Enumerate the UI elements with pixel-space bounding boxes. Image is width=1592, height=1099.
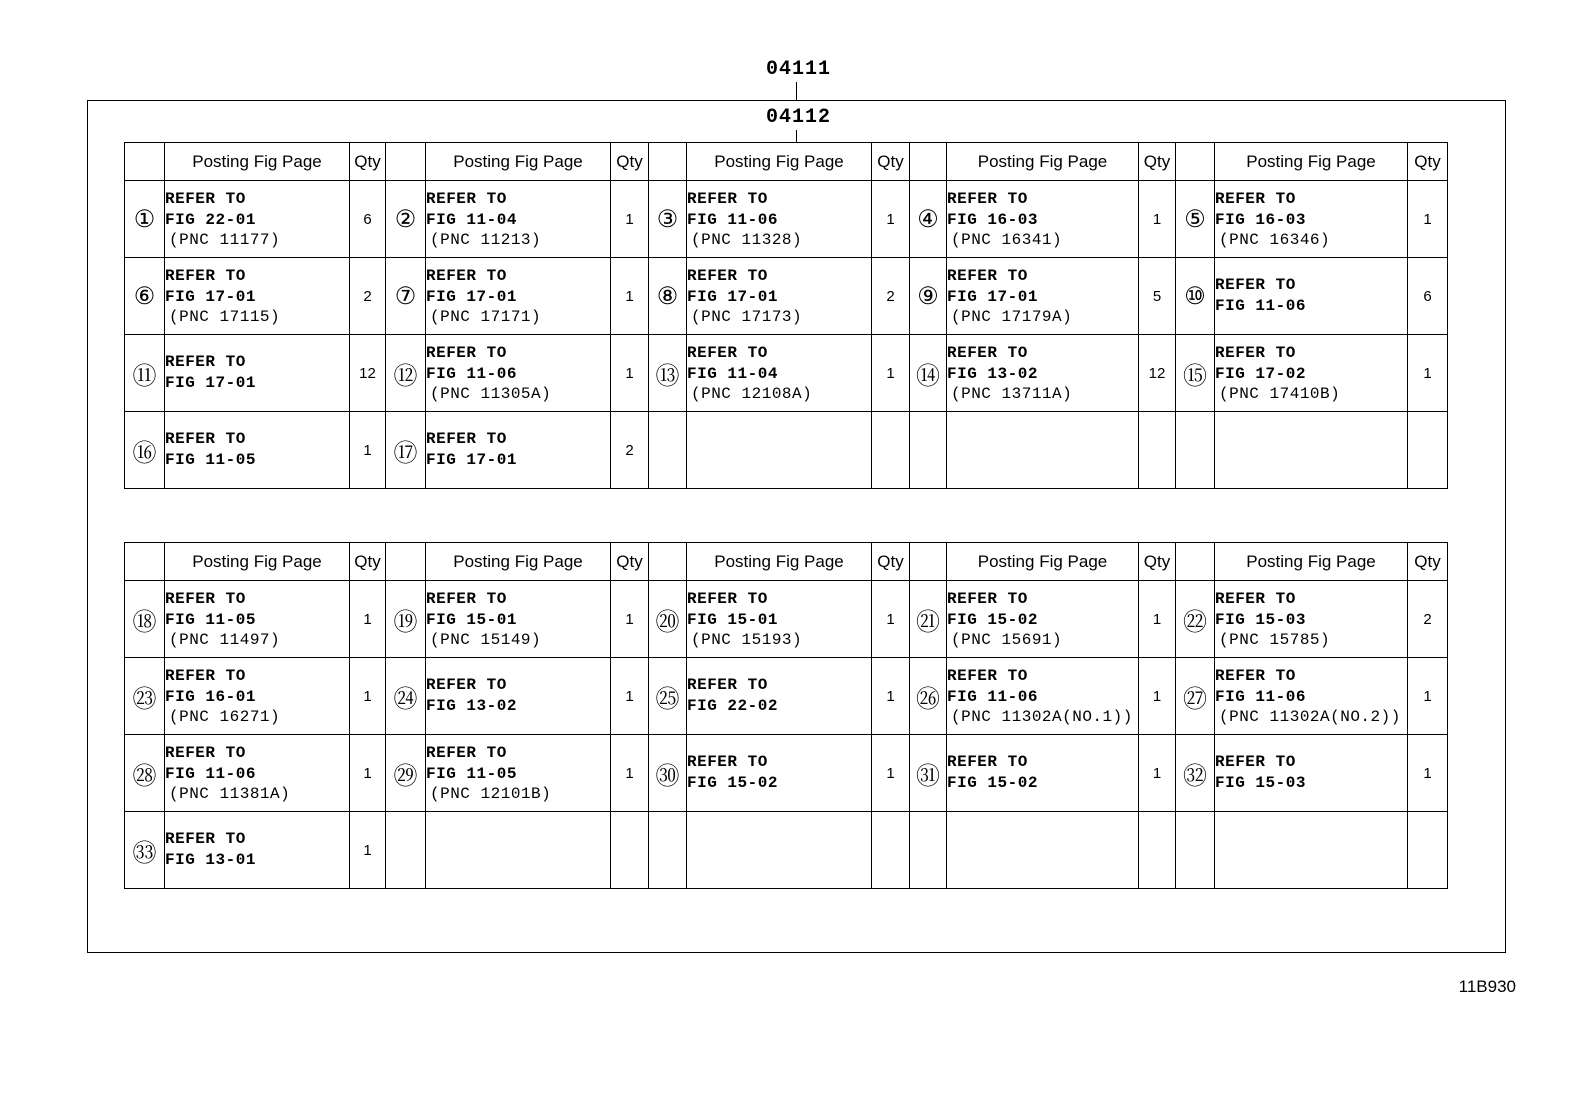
pnc-reference: (PNC 11381A) bbox=[169, 784, 291, 803]
reference-cell bbox=[426, 335, 611, 412]
item-number bbox=[649, 412, 687, 489]
pnc-reference: (PNC 17410B) bbox=[1219, 384, 1341, 403]
pnc-reference: (PNC 17171) bbox=[430, 307, 542, 326]
refer-to-text: REFER TO bbox=[165, 666, 246, 685]
qty-value: 1 bbox=[1408, 735, 1448, 812]
fig-reference: FIG 11-06 bbox=[687, 210, 778, 229]
header-posting-fig-page: Posting Fig Page bbox=[947, 143, 1139, 181]
reference-cell bbox=[426, 181, 611, 258]
qty-value bbox=[1139, 412, 1176, 489]
header-qty: Qty bbox=[1139, 543, 1176, 581]
qty-value: 2 bbox=[872, 258, 910, 335]
header-qty: Qty bbox=[611, 143, 649, 181]
item-number: ④ bbox=[910, 181, 947, 258]
reference-cell bbox=[165, 181, 350, 258]
item-number: ② bbox=[386, 181, 426, 258]
qty-value: 1 bbox=[350, 735, 386, 812]
reference-cell bbox=[1215, 812, 1408, 889]
qty-value: 1 bbox=[1408, 658, 1448, 735]
pnc-reference: (PNC 15193) bbox=[691, 630, 803, 649]
qty-value: 2 bbox=[611, 412, 649, 489]
refer-to-text: REFER TO bbox=[426, 589, 507, 608]
reference-cell bbox=[687, 258, 872, 335]
outer-part-label: 04111 bbox=[766, 58, 832, 81]
table-row bbox=[125, 735, 1448, 812]
item-number: ㉖ bbox=[910, 658, 947, 735]
reference-table-1 bbox=[124, 142, 1448, 489]
qty-value: 1 bbox=[872, 658, 910, 735]
reference-cell bbox=[947, 658, 1139, 735]
reference-cell bbox=[165, 735, 350, 812]
header-index-cell bbox=[1176, 543, 1215, 581]
fig-reference: FIG 22-01 bbox=[165, 210, 256, 229]
pnc-reference: (PNC 16346) bbox=[1219, 230, 1331, 249]
reference-cell bbox=[947, 412, 1139, 489]
item-number: ⑨ bbox=[910, 258, 947, 335]
reference-cell bbox=[687, 412, 872, 489]
item-number: ⑫ bbox=[386, 335, 426, 412]
fig-reference: FIG 17-01 bbox=[165, 374, 256, 392]
reference-cell bbox=[1215, 581, 1408, 658]
fig-reference: FIG 15-02 bbox=[947, 774, 1038, 792]
header-qty: Qty bbox=[1408, 143, 1448, 181]
qty-value: 6 bbox=[1408, 258, 1448, 335]
header-posting-fig-page: Posting Fig Page bbox=[426, 543, 611, 581]
header-qty: Qty bbox=[872, 543, 910, 581]
item-number bbox=[1176, 412, 1215, 489]
header-qty: Qty bbox=[350, 143, 386, 181]
refer-to-text: REFER TO bbox=[687, 676, 768, 694]
item-number: ① bbox=[125, 181, 165, 258]
table-row bbox=[125, 658, 1448, 735]
reference-cell bbox=[426, 258, 611, 335]
refer-to-text: REFER TO bbox=[947, 589, 1028, 608]
inner-part-label: 04112 bbox=[766, 106, 832, 129]
header-qty: Qty bbox=[872, 143, 910, 181]
qty-value bbox=[1408, 412, 1448, 489]
reference-cell bbox=[1215, 181, 1408, 258]
pnc-reference: (PNC 16271) bbox=[169, 707, 281, 726]
refer-to-text: REFER TO bbox=[1215, 753, 1296, 771]
qty-value: 1 bbox=[350, 812, 386, 889]
fig-reference: FIG 11-06 bbox=[1215, 687, 1306, 706]
pnc-reference: (PNC 11497) bbox=[169, 630, 281, 649]
pnc-reference: (PNC 17173) bbox=[691, 307, 803, 326]
qty-value: 1 bbox=[1408, 335, 1448, 412]
reference-cell bbox=[1215, 658, 1408, 735]
qty-value: 12 bbox=[1139, 335, 1176, 412]
fig-reference: FIG 11-06 bbox=[426, 364, 517, 383]
fig-reference: FIG 11-05 bbox=[165, 451, 256, 469]
item-number: ⑬ bbox=[649, 335, 687, 412]
fig-reference: FIG 16-03 bbox=[947, 210, 1038, 229]
fig-reference: FIG 17-01 bbox=[426, 287, 517, 306]
refer-to-text: REFER TO bbox=[1215, 189, 1296, 208]
refer-to-text: REFER TO bbox=[687, 589, 768, 608]
item-number: ㉝ bbox=[125, 812, 165, 889]
refer-to-text: REFER TO bbox=[426, 430, 507, 448]
qty-value bbox=[611, 812, 649, 889]
pnc-reference: (PNC 11305A) bbox=[430, 384, 552, 403]
fig-reference: FIG 15-02 bbox=[687, 774, 778, 792]
item-number bbox=[386, 812, 426, 889]
refer-to-text: REFER TO bbox=[165, 743, 246, 762]
qty-value: 12 bbox=[350, 335, 386, 412]
qty-value: 1 bbox=[1139, 658, 1176, 735]
item-number: ⑧ bbox=[649, 258, 687, 335]
item-number bbox=[649, 812, 687, 889]
table-row bbox=[125, 181, 1448, 258]
fig-reference: FIG 16-03 bbox=[1215, 210, 1306, 229]
fig-reference: FIG 17-01 bbox=[687, 287, 778, 306]
qty-value: 2 bbox=[350, 258, 386, 335]
fig-reference: FIG 11-06 bbox=[165, 764, 256, 783]
item-number: ⑤ bbox=[1176, 181, 1215, 258]
item-number: ㉚ bbox=[649, 735, 687, 812]
refer-to-text: REFER TO bbox=[1215, 276, 1296, 294]
reference-cell bbox=[426, 812, 611, 889]
item-number: ㉜ bbox=[1176, 735, 1215, 812]
refer-to-text: REFER TO bbox=[947, 266, 1028, 285]
fig-reference: FIG 17-02 bbox=[1215, 364, 1306, 383]
fig-reference: FIG 15-01 bbox=[426, 610, 517, 629]
pnc-reference: (PNC 16341) bbox=[951, 230, 1063, 249]
fig-reference: FIG 15-02 bbox=[947, 610, 1038, 629]
refer-to-text: REFER TO bbox=[687, 189, 768, 208]
item-number: ㉔ bbox=[386, 658, 426, 735]
refer-to-text: REFER TO bbox=[1215, 589, 1296, 608]
reference-cell bbox=[165, 258, 350, 335]
item-number: ㉓ bbox=[125, 658, 165, 735]
pnc-reference: (PNC 17179A) bbox=[951, 307, 1073, 326]
header-index-cell bbox=[649, 543, 687, 581]
fig-reference: FIG 11-04 bbox=[687, 364, 778, 383]
header-posting-fig-page: Posting Fig Page bbox=[687, 543, 872, 581]
pnc-reference: (PNC 11302A(NO.2)) bbox=[1219, 707, 1401, 726]
item-number: ⑳ bbox=[649, 581, 687, 658]
pnc-reference: (PNC 15691) bbox=[951, 630, 1063, 649]
refer-to-text: REFER TO bbox=[687, 343, 768, 362]
qty-value: 1 bbox=[611, 335, 649, 412]
fig-reference: FIG 15-03 bbox=[1215, 610, 1306, 629]
header-qty: Qty bbox=[350, 543, 386, 581]
refer-to-text: REFER TO bbox=[426, 743, 507, 762]
pnc-reference: (PNC 15149) bbox=[430, 630, 542, 649]
qty-value bbox=[872, 812, 910, 889]
reference-cell bbox=[947, 181, 1139, 258]
qty-value: 1 bbox=[611, 735, 649, 812]
header-posting-fig-page: Posting Fig Page bbox=[1215, 143, 1408, 181]
reference-cell bbox=[687, 181, 872, 258]
refer-to-text: REFER TO bbox=[1215, 666, 1296, 685]
refer-to-text: REFER TO bbox=[947, 753, 1028, 771]
reference-cell bbox=[426, 735, 611, 812]
header-index-cell bbox=[125, 543, 165, 581]
header-qty: Qty bbox=[1139, 143, 1176, 181]
table-row bbox=[125, 258, 1448, 335]
pnc-reference: (PNC 17115) bbox=[169, 307, 281, 326]
pnc-reference: (PNC 11328) bbox=[691, 230, 803, 249]
qty-value: 1 bbox=[350, 658, 386, 735]
header-index-cell bbox=[649, 143, 687, 181]
reference-cell bbox=[687, 658, 872, 735]
pnc-reference: (PNC 12101B) bbox=[430, 784, 552, 803]
refer-to-text: REFER TO bbox=[165, 430, 246, 448]
qty-value: 1 bbox=[611, 581, 649, 658]
reference-cell bbox=[687, 335, 872, 412]
table-header-row bbox=[125, 143, 1448, 181]
reference-cell bbox=[165, 581, 350, 658]
reference-cell bbox=[687, 581, 872, 658]
fig-reference: FIG 11-05 bbox=[165, 610, 256, 629]
refer-to-text: REFER TO bbox=[947, 343, 1028, 362]
table-row bbox=[125, 335, 1448, 412]
table-row bbox=[125, 812, 1448, 889]
item-number bbox=[910, 412, 947, 489]
fig-reference: FIG 13-01 bbox=[165, 851, 256, 869]
qty-value: 1 bbox=[611, 181, 649, 258]
refer-to-text: REFER TO bbox=[165, 266, 246, 285]
reference-cell bbox=[687, 735, 872, 812]
pnc-reference: (PNC 11213) bbox=[430, 230, 542, 249]
fig-reference: FIG 16-01 bbox=[165, 687, 256, 706]
qty-value: 1 bbox=[872, 181, 910, 258]
refer-to-text: REFER TO bbox=[947, 666, 1028, 685]
refer-to-text: REFER TO bbox=[426, 266, 507, 285]
item-number: ㉕ bbox=[649, 658, 687, 735]
header-index-cell bbox=[125, 143, 165, 181]
reference-cell bbox=[947, 812, 1139, 889]
item-number: ㉘ bbox=[125, 735, 165, 812]
table-row bbox=[125, 581, 1448, 658]
header-index-cell bbox=[386, 143, 426, 181]
table-header-row bbox=[125, 543, 1448, 581]
fig-reference: FIG 11-04 bbox=[426, 210, 517, 229]
table-row bbox=[125, 412, 1448, 489]
item-number: ㉑ bbox=[910, 581, 947, 658]
item-number: ③ bbox=[649, 181, 687, 258]
reference-cell bbox=[1215, 258, 1408, 335]
header-qty: Qty bbox=[1408, 543, 1448, 581]
reference-cell bbox=[687, 812, 872, 889]
item-number: ⑮ bbox=[1176, 335, 1215, 412]
qty-value: 1 bbox=[1408, 181, 1448, 258]
item-number: ㉗ bbox=[1176, 658, 1215, 735]
qty-value: 1 bbox=[872, 335, 910, 412]
item-number: ㉒ bbox=[1176, 581, 1215, 658]
reference-cell bbox=[426, 412, 611, 489]
pnc-reference: (PNC 11302A(NO.1)) bbox=[951, 707, 1133, 726]
reference-cell bbox=[165, 658, 350, 735]
reference-cell bbox=[947, 258, 1139, 335]
qty-value: 1 bbox=[1139, 181, 1176, 258]
item-number: ⑰ bbox=[386, 412, 426, 489]
reference-cell bbox=[1215, 335, 1408, 412]
header-index-cell bbox=[386, 543, 426, 581]
qty-value: 5 bbox=[1139, 258, 1176, 335]
item-number: ㉛ bbox=[910, 735, 947, 812]
reference-cell bbox=[947, 581, 1139, 658]
fig-reference: FIG 22-02 bbox=[687, 697, 778, 715]
refer-to-text: REFER TO bbox=[165, 589, 246, 608]
fig-reference: FIG 13-02 bbox=[947, 364, 1038, 383]
qty-value bbox=[1139, 812, 1176, 889]
refer-to-text: REFER TO bbox=[687, 753, 768, 771]
qty-value bbox=[1408, 812, 1448, 889]
item-number: ㉙ bbox=[386, 735, 426, 812]
refer-to-text: REFER TO bbox=[426, 343, 507, 362]
refer-to-text: REFER TO bbox=[687, 266, 768, 285]
header-posting-fig-page: Posting Fig Page bbox=[426, 143, 611, 181]
fig-reference: FIG 17-01 bbox=[947, 287, 1038, 306]
reference-cell bbox=[1215, 412, 1408, 489]
refer-to-text: REFER TO bbox=[165, 353, 246, 371]
pnc-reference: (PNC 15785) bbox=[1219, 630, 1331, 649]
pnc-reference: (PNC 11177) bbox=[169, 230, 281, 249]
refer-to-text: REFER TO bbox=[426, 189, 507, 208]
fig-reference: FIG 11-06 bbox=[947, 687, 1038, 706]
header-posting-fig-page: Posting Fig Page bbox=[947, 543, 1139, 581]
reference-cell bbox=[165, 812, 350, 889]
fig-reference: FIG 11-05 bbox=[426, 764, 517, 783]
refer-to-text: REFER TO bbox=[165, 189, 246, 208]
header-index-cell bbox=[910, 143, 947, 181]
reference-table-2 bbox=[124, 542, 1448, 889]
refer-to-text: REFER TO bbox=[426, 676, 507, 694]
qty-value: 1 bbox=[872, 735, 910, 812]
fig-reference: FIG 11-06 bbox=[1215, 297, 1306, 315]
item-number: ⑩ bbox=[1176, 258, 1215, 335]
header-posting-fig-page: Posting Fig Page bbox=[165, 543, 350, 581]
reference-cell bbox=[165, 412, 350, 489]
fig-reference: FIG 15-03 bbox=[1215, 774, 1306, 792]
qty-value: 1 bbox=[611, 658, 649, 735]
reference-cell bbox=[947, 335, 1139, 412]
refer-to-text: REFER TO bbox=[947, 189, 1028, 208]
reference-cell bbox=[165, 335, 350, 412]
qty-value: 2 bbox=[1408, 581, 1448, 658]
header-posting-fig-page: Posting Fig Page bbox=[1215, 543, 1408, 581]
qty-value: 1 bbox=[350, 412, 386, 489]
fig-reference: FIG 17-01 bbox=[165, 287, 256, 306]
item-number bbox=[910, 812, 947, 889]
item-number: ⑦ bbox=[386, 258, 426, 335]
qty-value: 1 bbox=[1139, 735, 1176, 812]
reference-cell bbox=[947, 735, 1139, 812]
item-number: ⑪ bbox=[125, 335, 165, 412]
pnc-reference: (PNC 12108A) bbox=[691, 384, 813, 403]
reference-cell bbox=[426, 658, 611, 735]
reference-cell bbox=[426, 581, 611, 658]
header-posting-fig-page: Posting Fig Page bbox=[165, 143, 350, 181]
qty-value: 1 bbox=[350, 581, 386, 658]
qty-value: 1 bbox=[611, 258, 649, 335]
item-number bbox=[1176, 812, 1215, 889]
header-index-cell bbox=[910, 543, 947, 581]
reference-cell bbox=[1215, 735, 1408, 812]
pnc-reference: (PNC 13711A) bbox=[951, 384, 1073, 403]
fig-reference: FIG 17-01 bbox=[426, 451, 517, 469]
fig-reference: FIG 13-02 bbox=[426, 697, 517, 715]
item-number: ⑲ bbox=[386, 581, 426, 658]
figure-code: 11B930 bbox=[1458, 977, 1516, 996]
fig-reference: FIG 15-01 bbox=[687, 610, 778, 629]
qty-value: 1 bbox=[1139, 581, 1176, 658]
qty-value: 6 bbox=[350, 181, 386, 258]
refer-to-text: REFER TO bbox=[165, 830, 246, 848]
header-index-cell bbox=[1176, 143, 1215, 181]
item-number: ⑥ bbox=[125, 258, 165, 335]
item-number: ⑭ bbox=[910, 335, 947, 412]
header-posting-fig-page: Posting Fig Page bbox=[687, 143, 872, 181]
item-number: ⑱ bbox=[125, 581, 165, 658]
qty-value bbox=[872, 412, 910, 489]
outer-leader-line bbox=[796, 82, 797, 100]
item-number: ⑯ bbox=[125, 412, 165, 489]
header-qty: Qty bbox=[611, 543, 649, 581]
qty-value: 1 bbox=[872, 581, 910, 658]
refer-to-text: REFER TO bbox=[1215, 343, 1296, 362]
